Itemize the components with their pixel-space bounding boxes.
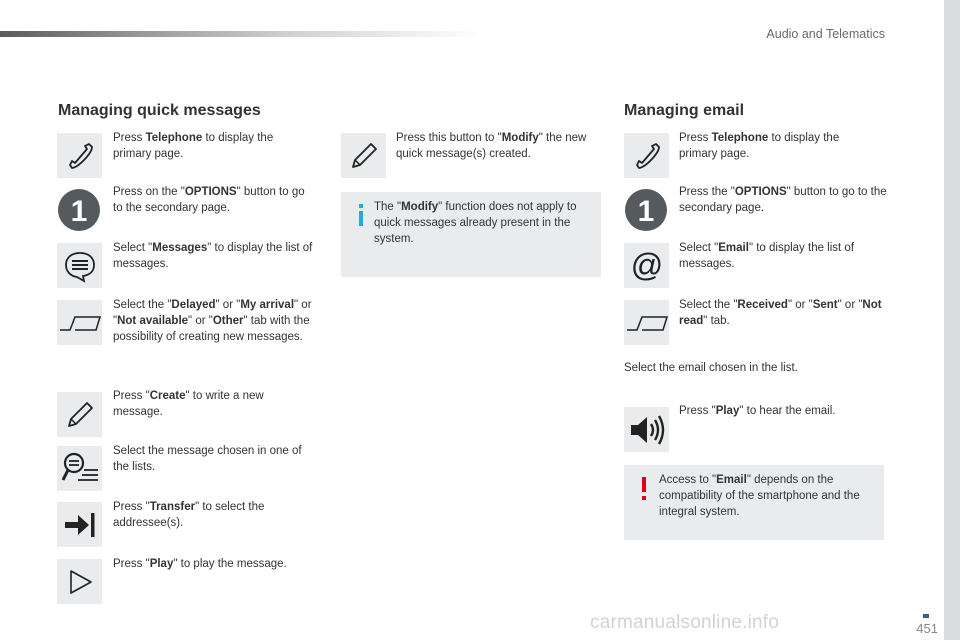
svg-text:1: 1 [70, 195, 88, 228]
step-options-text: Press on the "OPTIONS" button to go to the secondary page. [113, 186, 305, 214]
step-modify-text: Press this button to "Modify" the new quick message(s) created. [396, 132, 587, 160]
step-messages-text: Select "Messages" to display the list of messages. [113, 242, 313, 270]
svg-text:1: 1 [637, 195, 655, 228]
page-marker [923, 614, 929, 618]
pencil-icon [341, 133, 386, 178]
warning-note-text: Access to "Email" depends on the compatibility of the smartphone and the integral system. [659, 474, 860, 518]
page-number: 451 [916, 621, 938, 636]
phone-icon [57, 133, 102, 178]
search-list-icon [57, 446, 102, 491]
svg-text:@: @ [630, 248, 663, 283]
email-step-telephone-text: Press Telephone to display the primary page. [679, 132, 840, 160]
email-step-email-text: Select "Email" to display the list of messages. [679, 242, 855, 270]
transfer-icon [57, 502, 102, 547]
email-step-play-text: Press "Play" to hear the email. [679, 405, 836, 417]
watermark: carmanualsonline.info [590, 612, 780, 633]
tab-icon [57, 300, 102, 345]
page-edge-strip [944, 0, 960, 640]
step-select-message-text: Select the message chosen in one of the lists. [113, 445, 302, 473]
speaker-icon [624, 407, 669, 452]
warning-icon [639, 477, 649, 506]
email-step-options-text: Press the "OPTIONS" button to go to the secondary page. [679, 186, 887, 214]
step-one-badge [57, 188, 101, 232]
section-title-quick-messages: Managing quick messages [58, 102, 261, 119]
message-list-icon [57, 243, 102, 288]
info-icon [356, 204, 366, 231]
info-note-text: The "Modify" function does not apply to quick messages already present in the system. [374, 201, 577, 245]
phone-icon [624, 133, 669, 178]
step-create-text: Press "Create" to write a new message. [113, 390, 264, 418]
email-step-tabs-text: Select the "Received" or "Sent" or "Not read" tab. [679, 299, 882, 327]
step-tabs-text: Select the "Delayed" or "My arrival" or "Not available" or "Other" tab with the possibility of creating new messages. [113, 299, 312, 343]
top-gradient-bar [0, 31, 480, 37]
warning-note [624, 465, 884, 540]
step-play-message-text: Press "Play" to play the message. [113, 558, 287, 570]
step-telephone-text: Press Telephone to display the primary page. [113, 132, 274, 160]
tab-icon [624, 300, 669, 345]
pencil-icon [57, 392, 102, 437]
at-sign-icon [624, 243, 669, 288]
step-one-badge [624, 188, 668, 232]
play-icon [57, 559, 102, 604]
section-title-email: Managing email [624, 102, 745, 119]
header-title: Audio and Telematics [766, 27, 885, 41]
email-step-select-text: Select the email chosen in the list. [624, 362, 798, 374]
step-transfer-text: Press "Transfer" to select the addressee(s). [113, 501, 265, 529]
info-note [341, 192, 601, 277]
